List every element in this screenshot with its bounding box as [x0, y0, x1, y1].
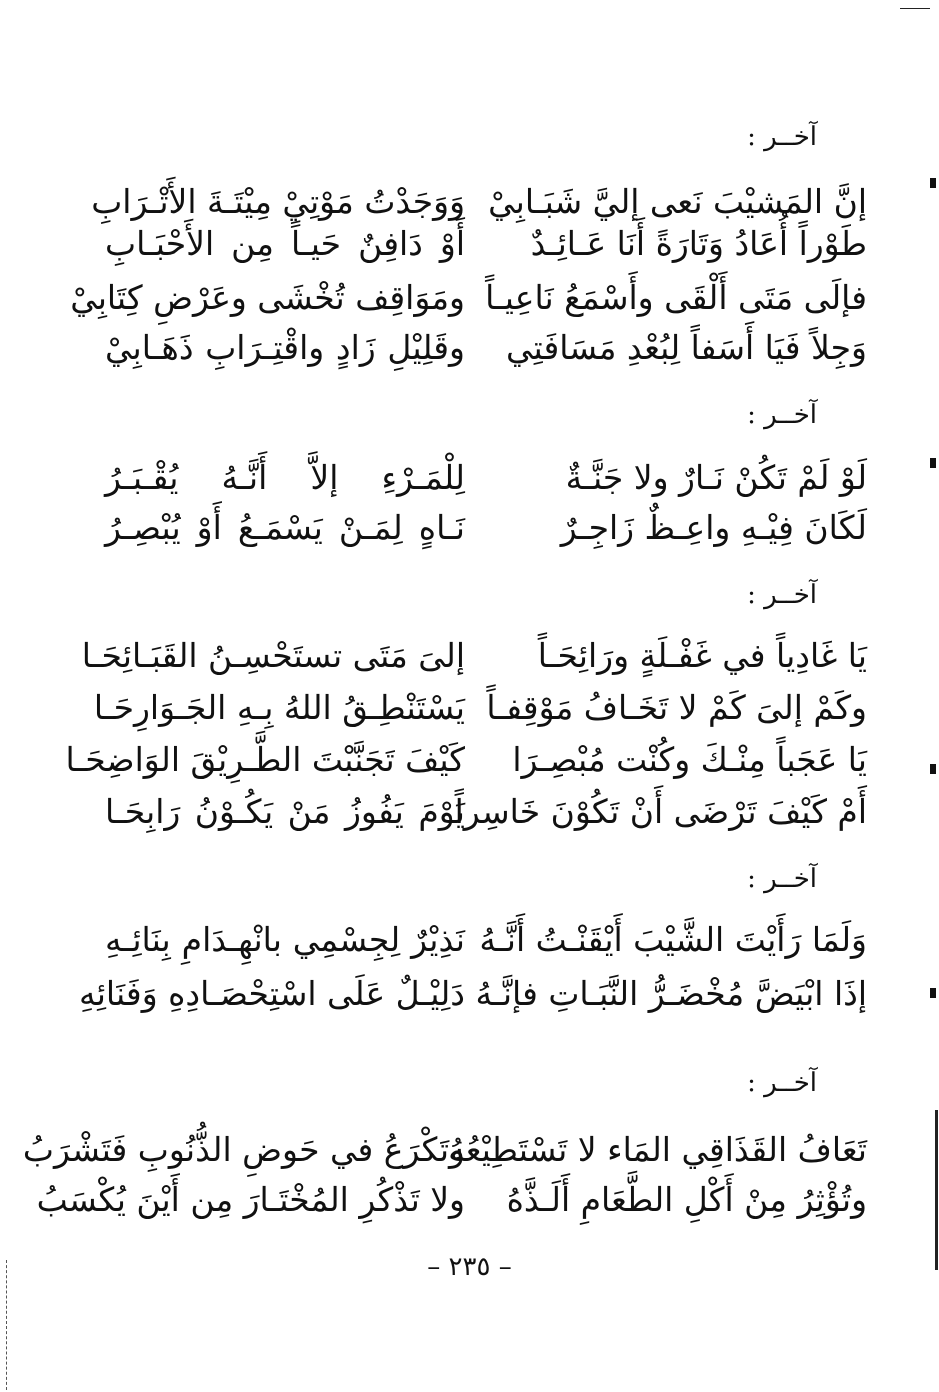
first-hemistich: إذَا ابْيَضَّ مُخْضَـرُّ النَّبَـاتِ فإنَّـهُ — [475, 973, 867, 1013]
second-hemistich: أَوْ دَافِنٌ حَيـاً مِن الأَحْبَـابِ — [105, 223, 465, 263]
margin-mark — [930, 178, 936, 188]
first-hemistich: وتُؤْثِرُ مِنْ أَكْلِ الطَّعَامِ أَلَـذَّهُ — [506, 1179, 867, 1219]
second-hemistich: وقَلِيْلِ زَادٍ واقْتِـرَابِ ذَهَـابِيْ — [105, 327, 465, 367]
verse-line — [105, 914, 867, 964]
second-hemistich: دَلِيْـلٌ عَلَى اسْتِحْصَـادِهِ وَفَنَائِهِ — [79, 973, 465, 1013]
verse-line — [105, 322, 867, 372]
first-hemistich: فإلَى مَتَى أَلْقَى وأَسْمَعُ نَاعِيـاً — [485, 277, 867, 317]
verse-line — [81, 630, 867, 680]
page-edge-line — [935, 1110, 938, 1270]
verse-line — [70, 272, 867, 322]
verse-line — [36, 1174, 867, 1224]
second-hemistich: كَيْفَ تَجَنَّبْتَ الطَّـرِيْقَ الوَاضِحَـا — [65, 739, 465, 779]
margin-mark — [930, 764, 936, 774]
verse-line — [105, 502, 867, 552]
second-hemistich: وتَكْرَعُ في حَوضِ الذُّنُوبِ فَتَشْرَبُ — [22, 1129, 465, 1169]
section-heading: آخــر : — [747, 580, 817, 610]
first-hemistich: وكَمْ إلىَ كَمْ لا تَخَـافُ مَوْقِفـاً — [486, 687, 867, 727]
verse-line — [22, 1124, 867, 1174]
verse-line — [65, 734, 867, 784]
second-hemistich: نَـاهٍ لِمَـنْ يَسْمَـعُ أَوْ يُبْصِـرُ — [105, 507, 465, 547]
first-hemistich: تَعَافُ القَذَاقِي المَاء لا تَسْتَطِيْعُهُ — [448, 1129, 867, 1169]
first-hemistich: يَا غَادِياً في غَفْـلَةٍ ورَائِحَـاً — [537, 635, 867, 675]
second-hemistich: لِلْمَـرْءِ إلاَّ أَنَّـهُ يُقْـبَـرُ — [105, 457, 465, 497]
first-hemistich: وَلَمَا رَأَيْتَ الشَّيْبَ أَيْقَنْـتُ أَنَّـهُ — [479, 919, 867, 959]
page-number — [0, 1252, 939, 1282]
first-hemistich: وَجِلاً فَيَا أَسَفاً لِبُعْدِ مَسَافَتِي — [505, 327, 867, 367]
verse-line — [105, 218, 867, 268]
first-hemistich: لَوْ لَمْ تَكُنْ نَـارٌ ولا جَنَّـةٌ — [565, 457, 867, 497]
scan-edge-dots — [6, 1260, 7, 1390]
margin-mark — [930, 458, 936, 468]
second-hemistich: إلىَ مَتَى تستَحْسِـنُ القَبَـائِحَـا — [81, 635, 465, 675]
corner-mark — [900, 8, 930, 9]
first-hemistich: إنَّ المَشيْبَ نَعى إليَّ شَبَـابِيْ — [488, 181, 867, 221]
section-heading: آخــر : — [747, 1068, 817, 1098]
section-heading: آخــر : — [747, 122, 817, 152]
verse-line — [79, 968, 867, 1018]
verse-line — [105, 786, 867, 836]
second-hemistich: يَوْمَ يَفُوزُ مَنْ يَكُـوْنُ رَابِحَـا — [105, 791, 465, 831]
verse-line — [105, 452, 867, 502]
margin-mark — [930, 988, 936, 998]
second-hemistich: ومَوَاقِف تُخْشَى وعَرْضِ كِتَابِيْ — [70, 277, 465, 317]
second-hemistich: نَذِيْرٌ لِجِسْمِي بانْهِـدَامِ بِنَائِـهِ — [105, 919, 465, 959]
second-hemistich: يَسْتَنْطِـقُ اللهُ بِـهِ الجَـوَارِحَـا — [93, 687, 465, 727]
page-number-text: – ٢٣٥ – — [427, 1252, 512, 1282]
first-hemistich: يَا عَجَباً مِنْـكَ وكُنْت مُبْصِـرَا — [512, 739, 867, 779]
verse-line — [93, 682, 867, 732]
second-hemistich: ولا تَذْكُرِ المُخْتَـارَ مِن أَيْنَ يُكْسَبُ — [36, 1179, 465, 1219]
first-hemistich: أَمْ كَيْفَ تَرْضَى أَنْ تَكُوْنَ خَاسِراً — [454, 791, 867, 831]
second-hemistich: وَوَجَدْتُ مَوْتِيْ مِيْتَـةَ الأَتْـرَابِ — [91, 181, 465, 221]
section-heading: آخــر : — [747, 400, 817, 430]
section-heading: آخــر : — [747, 864, 817, 894]
first-hemistich: طَوْراً أُعَادُ وَتَارَةً أَنَا عَـائِـدٌ — [530, 223, 867, 263]
first-hemistich: لَكَانَ فِيْـهِ واعِـظٌ زَاجِـرٌ — [560, 507, 867, 547]
